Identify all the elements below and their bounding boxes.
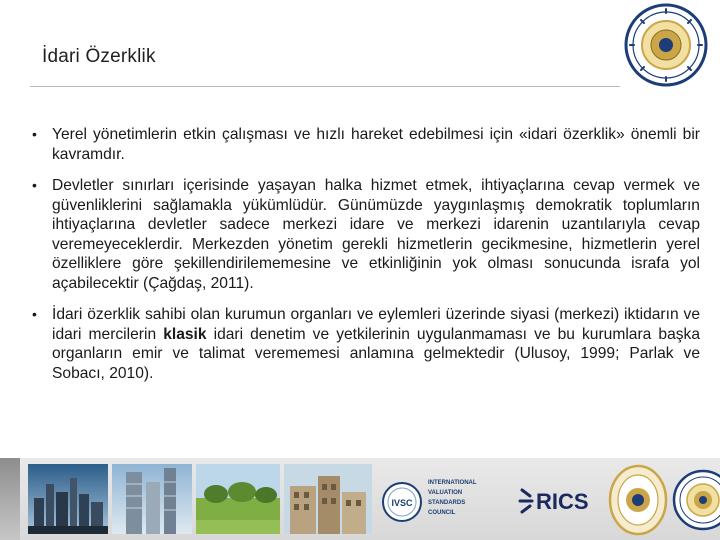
bullet-text: idari denetim ve yetkilerinin uygulanmaması ve bu kurumlara başka organların emir ve talimat verememesi anlamına gelmektedir (Ulusoy, 1999; Parlak ve Sobacı, 2010). xyxy=(52,325,701,382)
bullet-text: Devletler sınırları içerisinde yaşayan halka hizmet etmek, ihtiyaçlarına cevap vermek ve güvenliklerini sağlamakla yükümlüdür. Günümüzde yaygınlaşmış demokratik toplumların ihtiyaçlarına devletler sadece merkezi idare ve merkezi idarenin uzantılarıyla cevap veremeyeceklerdir. Merkezden yönetim gerekli hizmetlerin gecikmesine, hizmetlerin yerel özelliklere göre şekillendirilememesine ve etkinliğinin yok olması sonucunda israfa yol açabilecektir (Çağdaş, 2011). xyxy=(52,177,700,292)
university-seal-logo xyxy=(624,3,708,87)
bullet-mark: • xyxy=(32,126,37,142)
bullet-item xyxy=(30,125,700,164)
university-seal-logo xyxy=(672,462,720,538)
ivsc-line: STANDARDS xyxy=(428,500,466,506)
landscape-photo xyxy=(196,464,280,534)
footer-accent-bar xyxy=(0,458,20,540)
ivsc-line: COUNCIL xyxy=(428,510,456,516)
bullet-item xyxy=(30,176,700,293)
ivsc-mark: IVSC xyxy=(391,498,413,508)
ivsc-line: VALUATION xyxy=(428,490,463,496)
bullet-text: Yerel yönetimlerin etkin çalışması ve hızlı hareket edebilmesi için «idari özerklik» önemli bir kavramdır. xyxy=(52,126,700,163)
seal-logo xyxy=(608,462,668,538)
city-skyline-photo xyxy=(28,464,108,534)
rics-logo xyxy=(510,472,606,530)
slide-title: İdari Özerklik xyxy=(42,46,156,67)
bullet-text-bold: klasik xyxy=(163,325,207,343)
ivsc-logo xyxy=(380,466,500,534)
ivsc-line: INTERNATIONAL xyxy=(428,480,477,486)
bullet-list xyxy=(30,125,700,395)
bullet-item xyxy=(30,305,700,383)
buildings-photo xyxy=(284,464,372,534)
footer-band xyxy=(0,458,720,540)
rics-wordmark: RICS xyxy=(536,489,589,514)
footer-panel xyxy=(20,458,720,540)
title-divider xyxy=(30,86,620,87)
bullet-mark: • xyxy=(32,306,37,322)
bullet-text: İdari özerklik sahibi olan kurumun organları ve eylemleri üzerinde siyasi (merkezi) iktidarın ve idari mercilerin xyxy=(52,306,700,343)
bullet-mark: • xyxy=(32,177,37,193)
towers-photo xyxy=(112,464,192,534)
